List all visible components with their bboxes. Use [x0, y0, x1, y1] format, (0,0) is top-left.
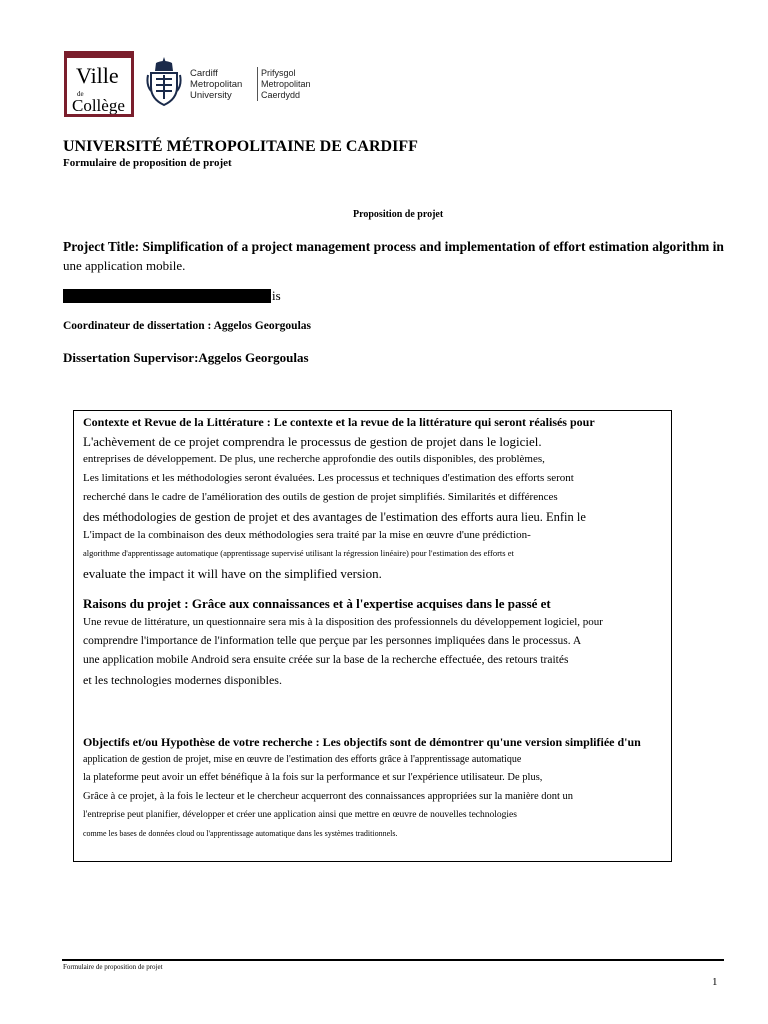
raisons-line: Une revue de littérature, un questionnaire sera mis à la disposition des professionnels du développement logiciel, pour: [83, 616, 603, 628]
contexte-line: recherché dans le cadre de l'amélioration des outils de gestion de projet simplifiés. Similarités et différences: [83, 491, 558, 503]
objectifs-line: application de gestion de projet, mise en œuvre de l'estimation des efforts grâce à l'apprentissage automatique: [83, 754, 522, 765]
contexte-line: L'impact de la combinaison des deux méthodologies sera traité par la mise en œuvre d'une prédiction-: [83, 529, 531, 541]
raisons-line: une application mobile Android sera ensuite créée sur la base de la recherche effectuée, des retours traités: [83, 654, 569, 666]
contexte-line: algorithme d'apprentissage automatique (apprentissage supervisé utilisant la régression linéaire) pour l'estimation des efforts et: [83, 548, 514, 558]
raisons-line: et les technologies modernes disponibles.: [83, 673, 282, 687]
logo-divider: [257, 67, 258, 101]
proposal-content-box: [73, 410, 672, 862]
raisons-heading: Raisons du projet : Grâce aux connaissances et à l'expertise acquises dans le passé et: [83, 596, 551, 611]
dissertation-supervisor: Dissertation Supervisor:Aggelos Georgoulas: [63, 350, 309, 365]
footer-form-name: Formulaire de proposition de projet: [63, 963, 163, 971]
project-title: Project Title: Simplification of a project management process and implementation of effort estimation algorithm in: [63, 239, 724, 254]
redacted-student-name: [63, 289, 271, 303]
page-number: 1: [712, 976, 718, 988]
contexte-heading: Contexte et Revue de la Littérature : Le contexte et la revue de la littérature qui seront réalisés pour: [83, 415, 595, 429]
logo-text-ville: Ville: [76, 63, 119, 88]
objectifs-heading: Objectifs et/ou Hypothèse de votre recherche : Les objectifs sont de démontrer qu'une version simplifiée d'un: [83, 735, 641, 749]
contexte-line: entreprises de développement. De plus, une recherche approfondie des outils disponibles, des problèmes,: [83, 453, 545, 465]
footer-divider: [62, 959, 724, 961]
university-title: UNIVERSITÉ MÉTROPOLITAINE DE CARDIFF: [63, 138, 418, 155]
logo-top-bar: [67, 54, 131, 58]
student-name-tail: is: [272, 288, 281, 303]
contexte-line: L'achèvement de ce projet comprendra le processus de gestion de projet dans le logiciel.: [83, 434, 542, 449]
objectifs-line: la plateforme peut avoir un effet bénéfique à la fois sur la performance et sur l'expérience utilisateur. De plus,: [83, 772, 543, 783]
contexte-line: Les limitations et les méthodologies seront évaluées. Les processus et techniques d'estimation des efforts seront: [83, 472, 574, 484]
cardiff-wordmark-welsh: Prifysgol Metropolitan Caerdydd: [261, 68, 311, 100]
cardiff-crest-icon: [146, 55, 182, 107]
form-subtitle: Formulaire de proposition de projet: [63, 157, 232, 169]
contexte-line: des méthodologies de gestion de projet et des avantages de l'estimation des efforts aura lieu. Enfin le: [83, 510, 586, 524]
cardiff-wordmark-english: Cardiff Metropolitan University: [190, 68, 243, 101]
project-title-continuation: une application mobile.: [63, 258, 186, 273]
logo-text-college: Collège: [72, 96, 125, 115]
proposal-heading: Proposition de projet: [353, 209, 444, 220]
dissertation-coordinator: Coordinateur de dissertation : Aggelos Georgoulas: [63, 320, 311, 332]
objectifs-line: Grâce à ce projet, à la fois le lecteur et le chercheur acquerront des connaissances appropriées sur la manière dont un: [83, 791, 574, 802]
logo-text-de: de: [77, 90, 84, 98]
contexte-line: evaluate the impact it will have on the simplified version.: [83, 566, 382, 581]
ville-college-logo: [64, 51, 134, 117]
raisons-line: comprendre l'importance de l'information telle que perçue par les personnes impliquées dans le processus. A: [83, 635, 582, 647]
objectifs-line: comme les bases de données cloud ou l'apprentissage automatique dans les systèmes traditionnels.: [83, 829, 398, 838]
objectifs-line: l'entreprise peut planifier, développer et créer une application ainsi que mettre en œuvre de nouvelles technologies: [83, 810, 517, 820]
